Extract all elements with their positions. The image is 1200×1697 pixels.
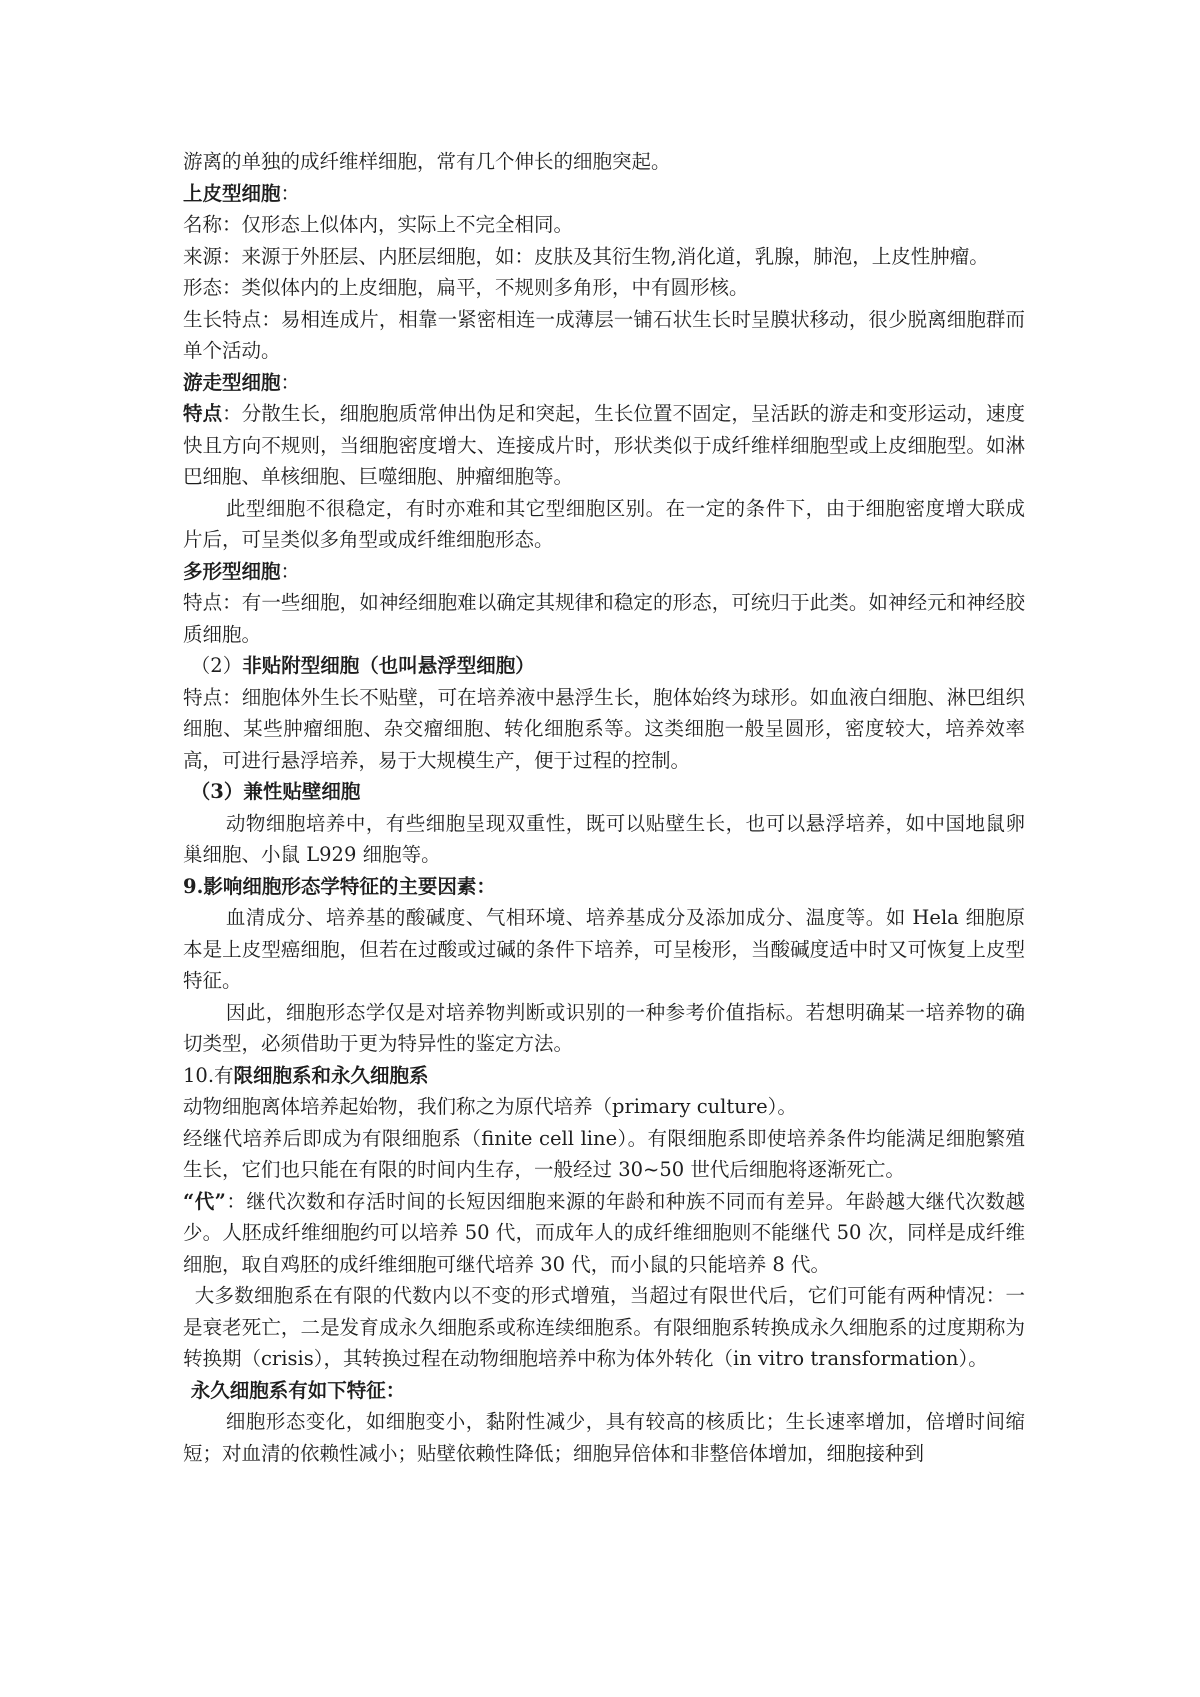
- heading-polymorphic-text: 多形型细胞: [183, 559, 281, 583]
- heading-colon: ：: [280, 559, 301, 583]
- heading-morphology-factors: 9.影响细胞形态学特征的主要因素：: [183, 874, 496, 898]
- paragraph-generation: [183, 1186, 1025, 1281]
- paragraph-primary-culture: 动物细胞离体培养起始物，我们称之为原代培养（primary culture）。: [183, 1095, 797, 1118]
- paragraph-factors-detail: 血清成分、培养基的酸碱度、气相环境、培养基成分及添加成分、温度等。如 Hela 细胞原本是上皮型癌细胞，但若在过酸或过碱的条件下培养，可呈梭形，当酸碱度适中时又可恢复上皮型特征。: [183, 906, 1025, 992]
- paragraph-growth-features: 生长特点：易相连成片，相靠一紧密相连一成薄层一铺石状生长时呈膜状移动，很少脱离细胞群而单个活动。: [183, 307, 1025, 362]
- paragraph-name: 名称：仅形态上似体内，实际上不完全相同。: [183, 213, 574, 236]
- paragraph-morphology: 形态：类似体内的上皮细胞，扁平，不规则多角形，中有圆形核。: [183, 276, 749, 299]
- heading-facultative-adherent: （3）兼性贴壁细胞: [190, 780, 361, 803]
- heading-permanent-features: 永久细胞系有如下特征：: [190, 1378, 406, 1402]
- heading-epithelial-text: 上皮型细胞: [183, 181, 281, 205]
- heading-epithelial-cells: [183, 178, 1025, 210]
- heading-cell-lines: [183, 1060, 1025, 1092]
- paragraph-facultative: 动物细胞培养中，有些细胞呈现双重性，既可以贴壁生长，也可以悬浮培养，如中国地鼠卵巢细胞、小鼠 L929 细胞等。: [183, 811, 1025, 866]
- heading-colon: ：: [280, 370, 301, 394]
- heading-non-adherent-cells: [183, 650, 1025, 682]
- paragraph-origin: 来源：来源于外胚层、内胚层细胞，如：皮肤及其衍生物,消化道，乳腺，肺泡，上皮性肿瘤。: [183, 244, 989, 268]
- heading-non-adherent-text: 非贴附型细胞（也叫悬浮型细胞）: [242, 654, 535, 677]
- paragraph-wandering-stability: 此型细胞不很稳定，有时亦难和其它型细胞区别。在一定的条件下，由于细胞密度增大联成片后，可呈类似多角型或成纤维细胞形态。: [183, 496, 1025, 551]
- paragraph-wandering-features: [183, 398, 1025, 493]
- paragraph-factors-conclusion: 因此，细胞形态学仅是对培养物判断或识别的一种参考价值指标。若想明确某一培养物的确切类型，必须借助于更为特异性的鉴定方法。: [183, 1000, 1025, 1055]
- document-page: [183, 146, 1025, 1469]
- heading-cell-lines-text: 限细胞系和永久细胞系: [233, 1063, 429, 1087]
- heading-polymorphic-cells: [183, 556, 1025, 588]
- features-label: 特点: [183, 402, 223, 425]
- heading-number: （2）: [190, 654, 243, 677]
- generation-label: “代”: [183, 1189, 226, 1213]
- paragraph-permanent-features: 细胞形态变化，如细胞变小，黏附性减少，具有较高的核质比；生长速率增加，倍增时间缩短；对血清的依赖性减小；贴壁依赖性降低；细胞异倍体和非整倍体增加，细胞接种到: [183, 1410, 1025, 1465]
- paragraph-non-adherent-features: 特点：细胞体外生长不贴壁，可在培养液中悬浮生长，胞体始终为球形。如血液白细胞、淋巴组织细胞、某些肿瘤细胞、杂交瘤细胞、转化细胞系等。这类细胞一般呈圆形，密度较大，培养效率高，可进行悬浮培养，易于大规模生产，便于过程的控制。: [183, 685, 1025, 772]
- heading-number: 10.有: [183, 1063, 234, 1087]
- paragraph-fibroblast-tail: 游离的单独的成纤维样细胞，常有几个伸长的细胞突起。: [183, 150, 671, 173]
- generation-text: ：继代次数和存活时间的长短因细胞来源的年龄和种族不同而有差异。年龄越大继代次数越少。人胚成纤维细胞约可以培养 50 代，而成年人的成纤维细胞则不能继代 50 次，同样是成纤维细胞，取自鸡胚的成纤维细胞可继代培养 30 代，而小鼠的只能培养 8 代。: [183, 1189, 1025, 1276]
- heading-colon: ：: [280, 181, 301, 205]
- paragraph-transformation: 大多数细胞系在有限的代数内以不变的形式增殖，当超过有限世代后，它们可能有两种情况：一是衰老死亡，二是发育成永久细胞系或称连续细胞系。有限细胞系转换成永久细胞系的过度期称为转换期（crisis），其转换过程在动物细胞培养中称为体外转化（in vitro transformation）。: [183, 1284, 1025, 1370]
- paragraph-finite-cell-line: 经继代培养后即成为有限细胞系（finite cell line）。有限细胞系即使培养条件均能满足细胞繁殖生长，它们也只能在有限的时间内生存，一般经过 30~50 世代后细胞将逐渐死亡。: [183, 1126, 1025, 1181]
- paragraph-polymorphic-features: 特点：有一些细胞，如神经细胞难以确定其规律和稳定的形态，可统归于此类。如神经元和神经胶质细胞。: [183, 591, 1025, 646]
- heading-wandering-text: 游走型细胞: [183, 370, 281, 394]
- heading-wandering-cells: [183, 367, 1025, 399]
- features-text: ：分散生长，细胞胞质常伸出伪足和突起，生长位置不固定，呈活跃的游走和变形运动，速度快且方向不规则，当细胞密度增大、连接成片时，形状类似于成纤维样细胞型或上皮细胞型。如淋巴细胞、单核细胞、巨噬细胞、肿瘤细胞等。: [183, 402, 1025, 488]
